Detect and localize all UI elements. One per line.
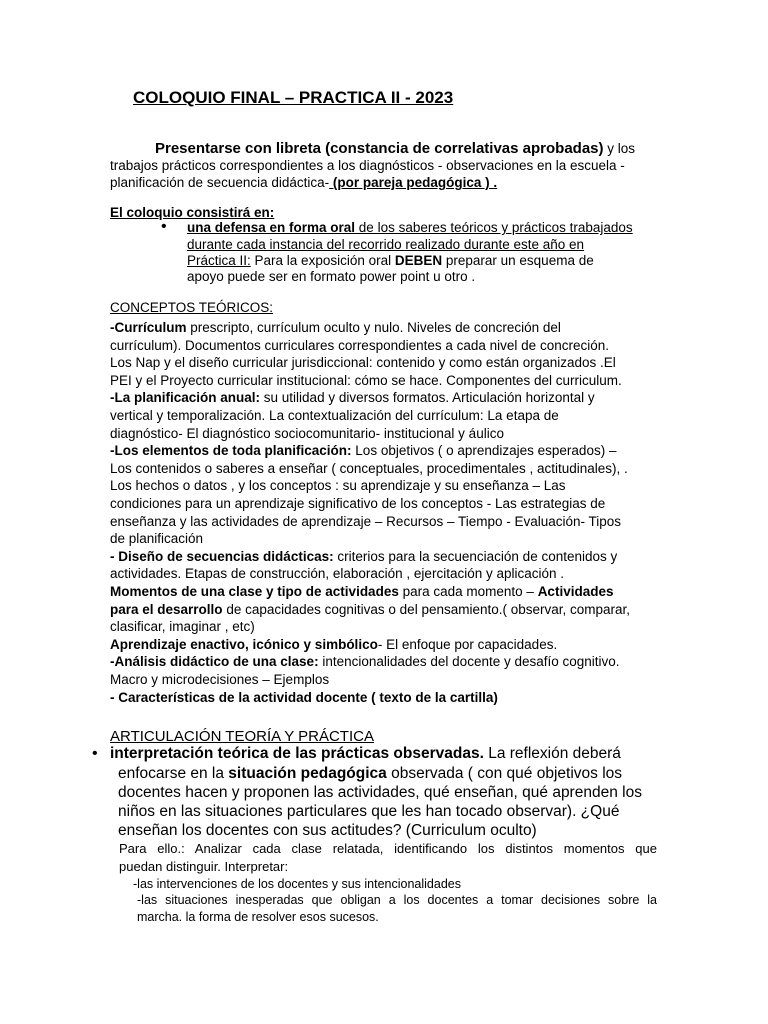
conceptos-line-bold-2: Actividades: [537, 584, 614, 599]
conceptos-line-text: prescripto, currículum oculto y nulo. Niveles de concreción del: [186, 320, 561, 335]
intro-line-1: [155, 140, 635, 158]
conceptos-line-text: enseñanza y las actividades de aprendizaje – Recursos – Tiempo - Evaluación- Tipos: [110, 513, 622, 529]
coloquio-line-4: apoyo puede ser en formato power point u otro .: [187, 269, 476, 284]
conceptos-line-text: Los Nap y el diseño curricular jurisdiccional: contenido y como están organizados .El: [110, 355, 616, 371]
conceptos-line-text: - El enfoque por capacidades.: [377, 636, 558, 652]
conceptos-line: [110, 671, 329, 689]
conceptos-line-bold: -Currículum: [110, 320, 187, 335]
conceptos-line: [110, 495, 605, 513]
coloquio-line-2: durante cada instancia del recorrido realizado durante este año en: [187, 237, 585, 252]
articulacion-p5: enseñan los docentes con sus actitudes? (Curriculum oculto): [118, 822, 537, 839]
coloquio-bold: una defensa en forma oral: [187, 220, 356, 235]
conceptos-line: [110, 319, 561, 337]
articulacion-q1: Para ello.: Analizar cada clase relatada, identificando los distintos momentos que: [119, 841, 657, 856]
intro-rest: y los: [603, 141, 636, 156]
articulacion-q2: puedan distinguir. Interpretar:: [119, 859, 289, 874]
conceptos-line: [110, 460, 628, 478]
coloquio-line-3: [187, 252, 594, 270]
conceptos-line-text: clasificar, imaginar , etc): [110, 619, 255, 635]
conceptos-line-text: intencionalidades del docente y desafío cognitivo.: [318, 654, 620, 670]
conceptos-line-text: diagnóstico- El diagnóstico sociocomunitario- institucional y áulico: [110, 425, 504, 441]
articulacion-r3: marcha. la forma de resolver esos sucesos.: [137, 910, 379, 924]
conceptos-line-bold: - Diseño de secuencias didácticas:: [110, 548, 334, 564]
conceptos-line: [110, 407, 559, 425]
conceptos-line: [110, 389, 595, 407]
conceptos-line-text: su utilidad y diversos formatos. Articulación horizontal y: [260, 390, 595, 406]
conceptos-line: [110, 653, 620, 671]
conceptos-line-bold: - Características de la actividad docente ( texto de la cartilla): [110, 689, 498, 705]
coloquio-l3-bold: DEBEN: [394, 253, 443, 268]
conceptos-line: [110, 513, 621, 531]
intro-bold: Presentarse con libreta (constancia de correlativas aprobadas): [155, 140, 604, 157]
conceptos-line-text: vertical y temporalización. La contextualización del currículum: La etapa de: [110, 408, 559, 423]
conceptos-line: [110, 565, 564, 583]
articulacion-p2-rest: observada ( con qué objetivos los: [386, 765, 623, 782]
bullet-icon: •: [161, 218, 167, 235]
articulacion-p4: niños en las situaciones particulares que les han tocado observar). ¿Qué: [118, 803, 620, 820]
conceptos-line-bold: -Los elementos de toda planificación:: [110, 443, 352, 459]
articulacion-p2: [118, 764, 622, 784]
conceptos-line: [110, 425, 504, 443]
conceptos-line-text: Los contenidos o saberes a enseñar ( conceptuales, procedimentales , actitudinales), .: [110, 460, 628, 476]
conceptos-line-text: Los objetivos ( o aprendizajes esperados) –: [351, 443, 617, 459]
coloquio-l3-u: Práctica II:: [187, 253, 251, 268]
coloquio-l3-rest: Para la exposición oral: [250, 253, 395, 268]
articulacion-heading: ARTICULACIÓN TEORÍA Y PRÁCTICA: [110, 728, 374, 745]
conceptos-line: [110, 477, 566, 495]
conceptos-line: [110, 618, 255, 636]
conceptos-line: [110, 636, 557, 654]
conceptos-line: [110, 372, 622, 390]
articulacion-r2: -las situaciones inesperadas que obligan a los docentes a tomar decisiones sobre la: [137, 893, 657, 907]
conceptos-line-text: para cada momento –: [398, 584, 538, 599]
articulacion-p1-bold: interpretación teórica de las prácticas observadas.: [110, 745, 484, 762]
conceptos-line-bold: para el desarrollo: [110, 601, 223, 617]
conceptos-line: [110, 601, 630, 619]
articulacion-p1: [110, 744, 621, 764]
coloquio-l1-rest: de los saberes teóricos y prácticos trabajados: [355, 220, 633, 235]
conceptos-line: [110, 442, 616, 460]
conceptos-line-text: PEI y el Proyecto curricular institucional: cómo se hace. Componentes del curriculum.: [110, 372, 622, 388]
conceptos-line: [110, 530, 203, 548]
intro-line-2: trabajos prácticos correspondientes a los diagnósticos - observaciones en la escuela -: [110, 158, 625, 173]
conceptos-line-bold: Aprendizaje enactivo, icónico y simbólico: [110, 636, 378, 652]
coloquio-l3-end: preparar un esquema de: [442, 253, 594, 268]
intro-line-3-plain: planificación de secuencia didáctica-: [110, 175, 330, 190]
articulacion-p2-bold: situación pedagógica: [228, 765, 387, 782]
articulacion-r1: -las intervenciones de los docentes y sus intencionalidades: [133, 877, 461, 891]
conceptos-line: [110, 583, 613, 601]
conceptos-line-text: condiciones para un aprendizaje significativo de los conceptos - Las estrategias de: [110, 496, 606, 511]
coloquio-line-1: [187, 219, 633, 237]
conceptos-line: [110, 354, 616, 372]
conceptos-line-bold: Momentos de una clase y tipo de actividades: [110, 584, 399, 599]
conceptos-line-text: currículum). Documentos curriculares correspondientes a cada nivel de concreción.: [110, 337, 609, 353]
conceptos-line-bold: -Análisis didáctico de una clase:: [110, 654, 319, 670]
conceptos-line-text: de capacidades cognitivas o del pensamiento.( observar, comparar,: [222, 601, 631, 617]
conceptos-line: [110, 548, 617, 566]
conceptos-line-text: de planificación: [110, 531, 204, 547]
conceptos-line: [110, 689, 498, 707]
intro-line-3-bold: (por pareja pedagógica ) .: [329, 175, 498, 190]
coloquio-heading: El coloquio consistirá en:: [110, 205, 275, 220]
conceptos-line: [110, 337, 609, 355]
articulacion-p1-rest: La reflexión deberá: [483, 745, 621, 762]
bullet-icon: •: [92, 745, 98, 762]
conceptos-line-text: Macro y microdecisiones – Ejemplos: [110, 672, 330, 687]
intro-line-3: [110, 174, 497, 192]
articulacion-p2-a: enfocarse en la: [118, 765, 229, 782]
conceptos-line-text: Los hechos o datos , y los conceptos : su aprendizaje y su enseñanza – Las: [110, 478, 566, 494]
conceptos-line-bold: -La planificación anual:: [110, 390, 261, 406]
conceptos-heading: CONCEPTOS TEÓRICOS:: [110, 300, 274, 315]
conceptos-line-text: actividades. Etapas de construcción, elaboración , ejercitación y aplicación .: [110, 566, 565, 582]
conceptos-line-text: criterios para la secuenciación de contenidos y: [333, 548, 618, 564]
articulacion-p3: docentes hacen y proponen las actividades, qué enseñan, qué aprenden los: [118, 784, 642, 801]
page-title: COLOQUIO FINAL – PRACTICA II - 2023: [133, 88, 454, 107]
